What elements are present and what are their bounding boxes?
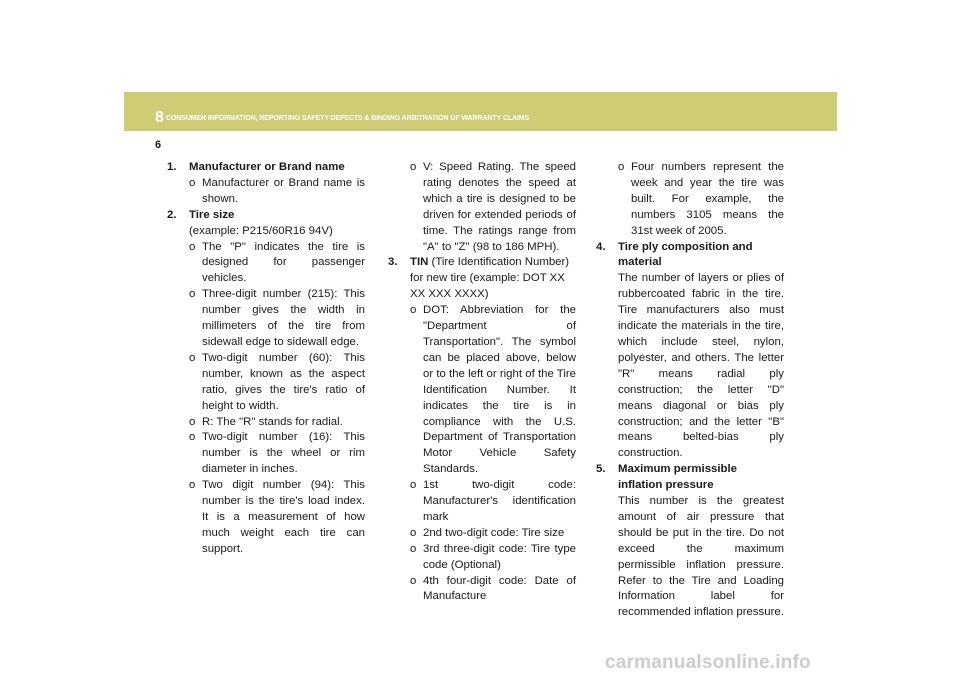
bullet-text: 1st two-digit code: Manufacturer's identification mark [423,479,576,523]
bullet-text: DOT: Abbreviation for the "Department of Transportation". The symbol can be placed above, below or to the left or right of the Tire Identification Number. It indicates the tire is in compliance with the U.S. Department of Transportation Motor Vehicle Safety Standards. [423,304,576,476]
list-item [167,176,365,208]
chapter-number: 8 [155,109,164,126]
list-item [388,526,576,542]
bullet-text: Two-digit number (60): This number, known as the aspect ratio, gives the tire's ratio of height to width. [202,351,365,412]
bullet: o [189,351,196,364]
item-tire-size [167,208,365,224]
list-item [596,160,784,240]
bullet-text: The "P" indicates the tire is designed for passenger vehicles. [202,240,365,285]
bullet: o [410,479,417,492]
item-heading: TIN [410,256,429,269]
item-heading: Tire ply composition and material [618,240,753,269]
list-item [167,240,365,288]
column-2 [388,160,576,605]
item-manufacturer [167,160,365,176]
bullet: o [410,574,417,587]
bullet-text: 4th four-digit code: Date of Manufacture [423,574,576,603]
list-item [167,415,365,431]
max-pressure-text: This number is the greatest amount of air pressure that should be put in the tire. Do not exceed the maximum permissible inflation pressure. Refer to the Tire and Loading Information label for recommended inflation pressure. [618,495,784,619]
tire-size-example: (example: P215/60R16 94V) [189,224,333,237]
list-item [167,430,365,478]
item-number: 5. [596,463,606,476]
watermark: carmanualsonline.info [605,652,811,673]
list-item [388,574,576,606]
bullet: o [410,304,417,317]
item-number: 2. [167,208,177,221]
list-item [388,303,576,478]
bullet-text: Four numbers represent the week and year the tire was built. For example, the numbers 3105 means the 31st week of 2005. [631,161,784,237]
column-3 [596,160,784,621]
bullet-text: Two digit number (94): This number is the tire's load index. It is a measurement of how much weight each tire can support. [202,479,365,555]
item-description: (Tire Identification Number) for new tire (example: DOT XX XX XXX XXXX) [410,256,570,301]
bullet: o [189,479,196,492]
column-1 [167,160,365,558]
list-item [388,478,576,526]
bullet: o [618,161,625,173]
bullet-text: V: Speed Rating. The speed rating denotes the speed at which a tire is designed to be driven for extended periods of time. The ratings range from "A" to "Z" (98 to 186 MPH). [423,161,576,253]
chapter-title: CONSUMER INFORMATION, REPORTING SAFETY DEFECTS & BINDING ARBITRATION OF WARRANTY CLAIMS [166,115,530,122]
bullet: o [189,176,196,189]
bullet-text: Two-digit number (16): This number is the wheel or rim diameter in inches. [202,431,365,476]
page-number: 6 [155,139,162,151]
ply-composition-text: The number of layers or plies of rubbercoated fabric in the tire. Tire manufacturers also must indicate the materials in the tire, which include steel, nylon, polyester, and others. The letter "R" means radial ply construction; the letter "D" means diagonal or bias ply construction; and the letter "B" means belted-bias ply construction. [618,272,784,460]
bullet-text: 3rd three-digit code: Tire type code (Optional) [423,542,576,571]
bullet: o [189,431,196,444]
item-number: 1. [167,161,177,173]
bullet-text: Three-digit number (215): This number gives the width in millimeters of the tire from sidewall edge to sidewall edge. [202,288,365,348]
item-number: 3. [388,256,398,269]
list-item [167,287,365,351]
bullet-text: 2nd two-digit code: Tire size [423,526,565,539]
list-item [167,351,365,415]
bullet: o [189,415,196,428]
item-heading: Maximum permissible inflation pressure [618,463,738,492]
bullet: o [410,526,417,539]
bullet: o [189,288,196,301]
item-number: 4. [596,240,606,253]
list-item [388,160,576,255]
list-item [388,542,576,574]
bullet-text: R: The "R" stands for radial. [202,415,343,428]
item-heading: Manufacturer or Brand name [189,161,345,173]
bullet-text: Manufacturer or Brand name is shown. [202,176,365,205]
list-item [167,478,365,558]
item-ply-composition [596,240,784,272]
item-max-pressure [596,462,784,494]
bullet: o [410,542,417,555]
item-tin [388,255,576,303]
bullet: o [410,161,417,173]
item-heading: Tire size [189,208,235,221]
chapter-header-band [124,92,837,131]
bullet: o [189,240,196,253]
